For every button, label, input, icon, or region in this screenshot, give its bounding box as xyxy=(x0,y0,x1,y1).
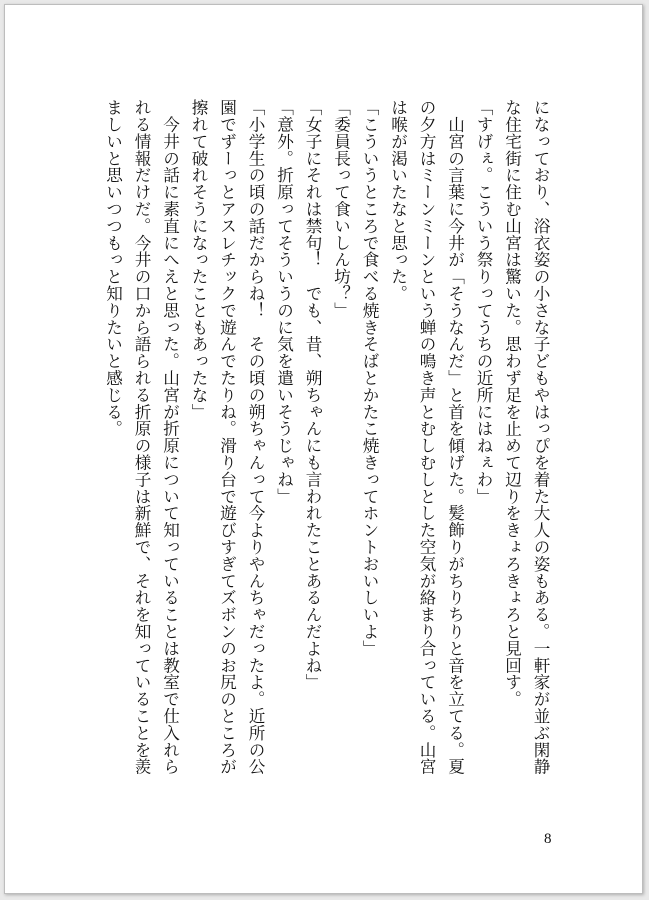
text-line: 「すげぇ。こういう祭りってうちの近所にはねぇわ」 xyxy=(474,99,493,505)
text-line: れる情報だけだ。今井の口から語られる折原の様子は新鮮で、それを知っていることを羨 xyxy=(132,99,151,775)
text-line: な住宅街に住む山宮は驚いた。思わず足を止めて辺りをきょろきょろと見回す。 xyxy=(502,99,522,708)
text-line: 園でずーっとアスレチックで遊んでたりね。滑り台で遊びすぎてズボンのお尻のところが xyxy=(217,99,237,775)
text-line: の夕方はミーンミーンという蝉の鳴き声とむしむしとした空気が絡まり合っている。山宮 xyxy=(417,99,436,775)
text-line: 山宮の言葉に今井が「そうなんだ」と首を傾げた。髪飾りがちりちりと音を立てる。夏 xyxy=(445,99,465,775)
text-line: 「こういうところで食べる焼きそばとかたこ焼きってホントおいしいよ」 xyxy=(360,99,379,657)
text-line: 今井の話に素直にへえと思った。山宮が折原について知っていることは教室で仕入れら xyxy=(160,99,180,775)
text-line: 「意外。折原ってそういうのに気を遣いそうじゃね」 xyxy=(274,99,294,505)
text-line: 「委員長って食いしん坊？」 xyxy=(331,99,351,319)
text-line: になっており、浴衣姿の小さな子どもやはっぴを着た大人の姿もある。一軒家が並ぶ閑静 xyxy=(531,99,550,775)
page-number: 8 xyxy=(544,831,552,847)
vertical-text-body xyxy=(98,99,554,775)
text-line: 「女子にそれは禁句！ でも、昔、朔ちゃんにも言われたことあるんだよね」 xyxy=(303,99,322,691)
text-line: 擦れて破れそうになったこともあったな」 xyxy=(189,99,208,421)
text-line: は喉が渇いたなと思った。 xyxy=(388,99,408,302)
text-line: ましいと思いつつもっと知りたいと感じる。 xyxy=(103,99,123,437)
text-line: 「小学生の頃の話だからね！ その頃の朔ちゃんって今よりやんちゃだったよ。近所の公 xyxy=(246,99,265,775)
book-page xyxy=(4,4,643,894)
